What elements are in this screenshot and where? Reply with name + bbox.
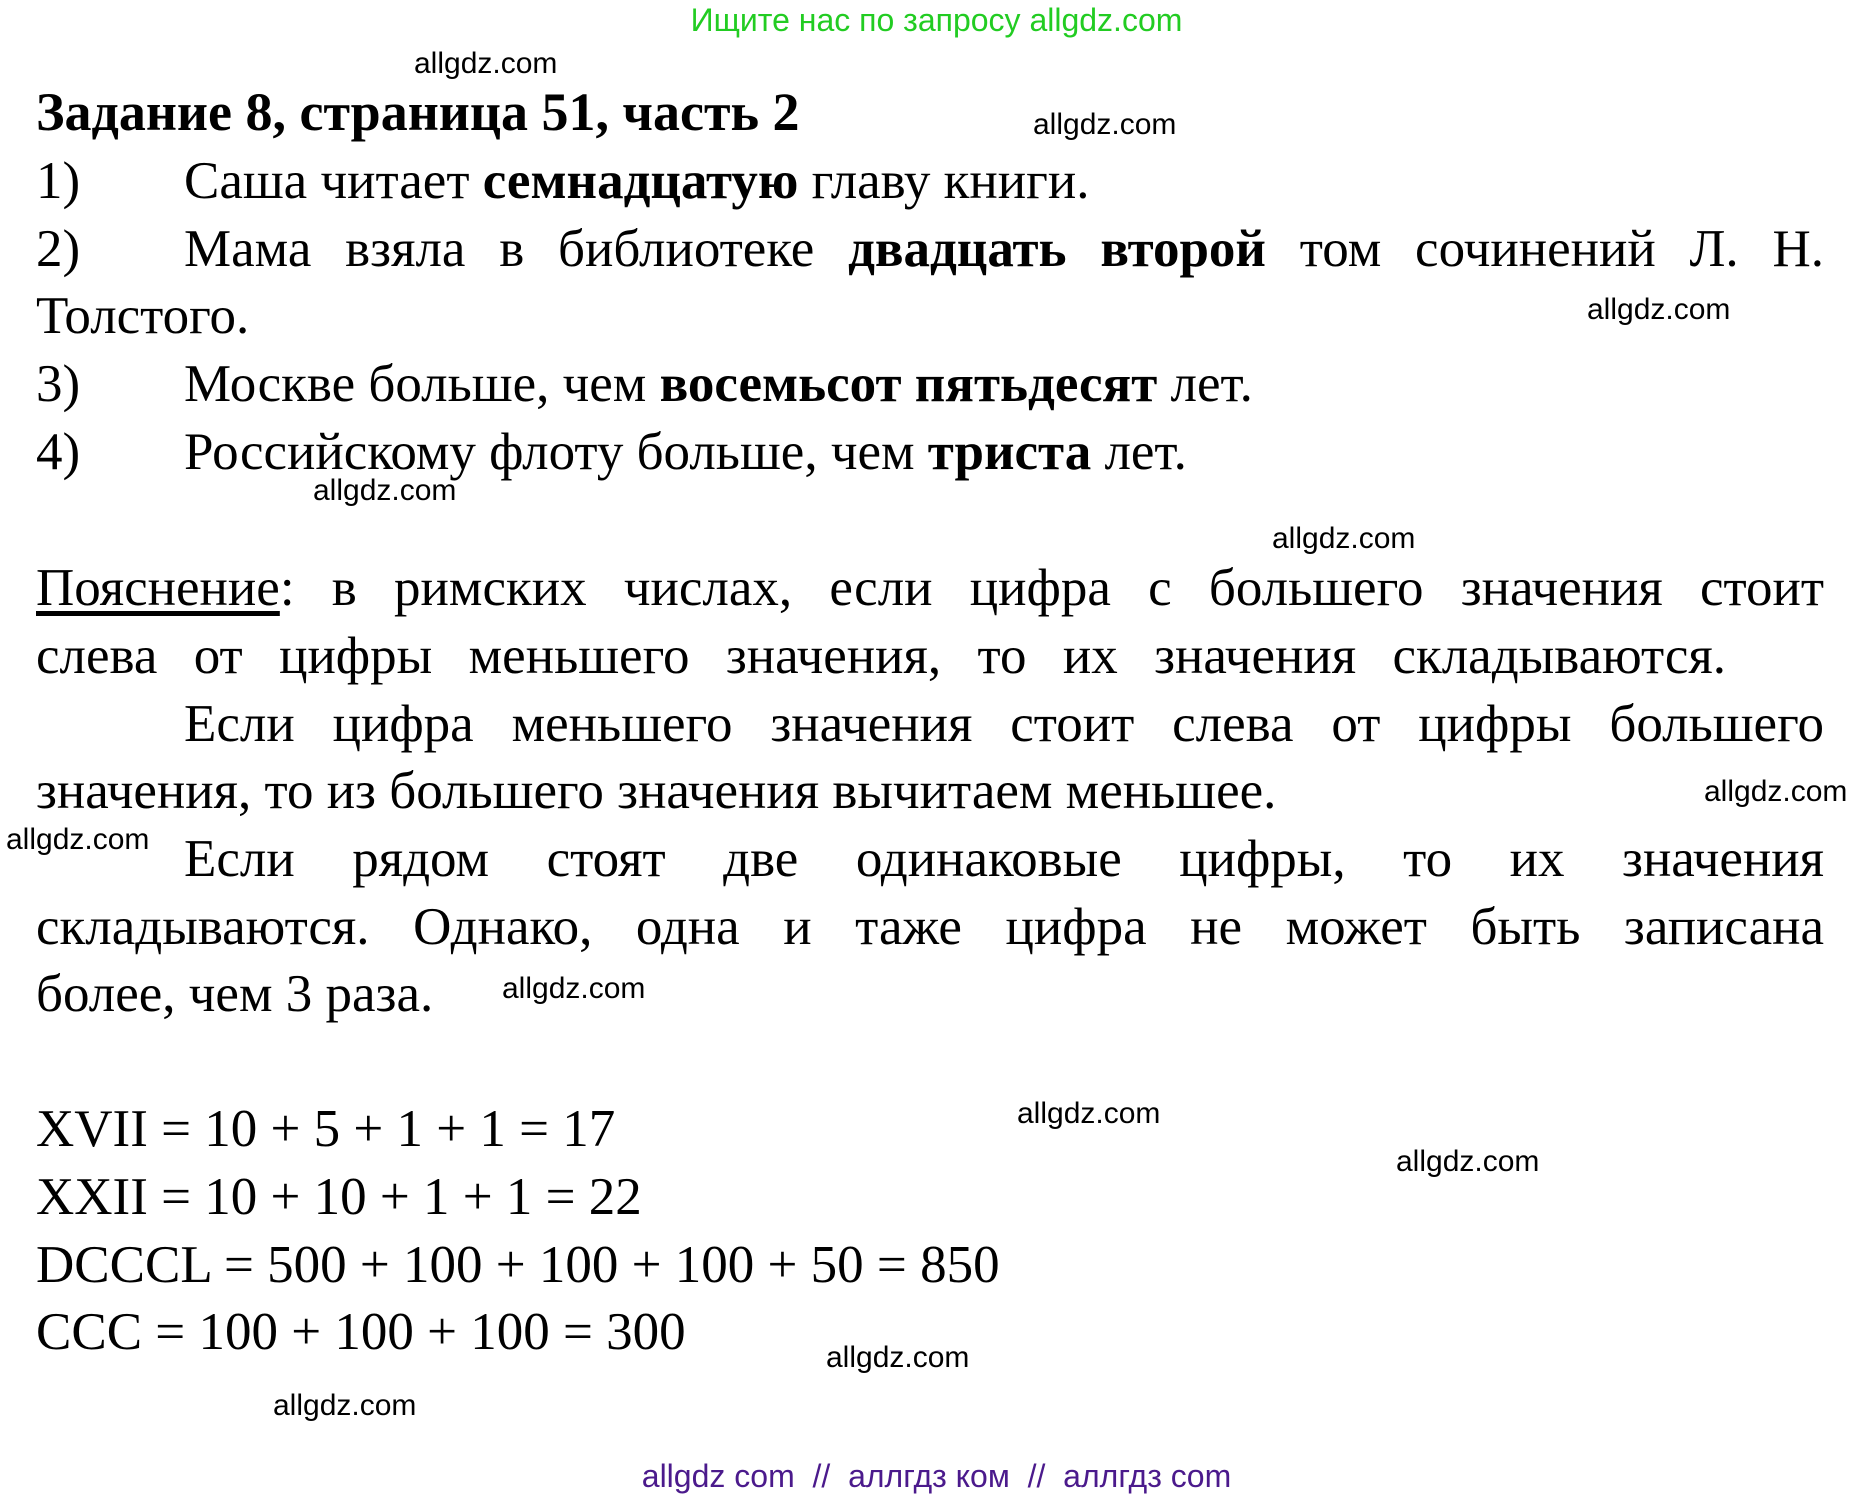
answer-text: том сочинений Л. Н.	[1265, 220, 1824, 278]
answer-2	[36, 215, 1824, 283]
answer-bold: семнадцатую	[482, 152, 799, 210]
answer-text: Российскому флоту больше, чем	[184, 423, 928, 481]
answer-number: 3)	[36, 355, 81, 413]
explanation-line	[36, 554, 1824, 622]
answer-number: 1)	[36, 152, 81, 210]
answer-4	[36, 418, 1824, 486]
watermark: allgdz.com	[1033, 108, 1177, 141]
answer-text: Саша читает	[184, 152, 483, 210]
watermark: allgdz.com	[826, 1341, 970, 1374]
explanation-line: Если рядом стоят две одинаковые цифры, то их значения	[184, 830, 1824, 888]
watermark: allgdz.com	[1587, 293, 1731, 326]
watermark: allgdz.com	[1396, 1145, 1540, 1178]
equation: XVII = 10 + 5 + 1 + 1 = 17	[36, 1100, 616, 1158]
search-banner: Ищите нас по запросу allgdz.com	[690, 2, 1183, 38]
answer-text: главу книги.	[798, 152, 1090, 210]
answer-2-cont: Толстого.	[36, 287, 250, 345]
watermark: allgdz.com	[1704, 775, 1848, 808]
answer-text: Москве больше, чем	[184, 355, 660, 413]
explanation-line: значения, то из большего значения вычитаем меньшее.	[36, 762, 1277, 820]
answer-bold: двадцать второй	[848, 220, 1266, 278]
explanation-line: более, чем 3 раза.	[36, 965, 434, 1023]
answer-bold: триста	[927, 423, 1092, 481]
answer-number: 2)	[36, 220, 81, 278]
explanation-label: Пояснение	[36, 559, 280, 617]
watermark: allgdz.com	[273, 1389, 417, 1422]
watermark: allgdz.com	[1017, 1097, 1161, 1130]
answer-bold: восемьсот пятьдесят	[659, 355, 1158, 413]
equation: CCC = 100 + 100 + 100 = 300	[36, 1303, 686, 1361]
watermark: allgdz.com	[313, 474, 457, 507]
equation: XXII = 10 + 10 + 1 + 1 = 22	[36, 1168, 642, 1226]
equation: DCCCL = 500 + 100 + 100 + 100 + 50 = 850	[36, 1236, 1000, 1294]
page-title: Задание 8, страница 51, часть 2	[36, 82, 800, 142]
explanation-line: слева от цифры меньшего значения, то их значения складываются.	[36, 627, 1726, 685]
watermark: allgdz.com	[414, 47, 558, 80]
answer-text: лет.	[1091, 423, 1187, 481]
explanation-text: : в римских числах, если цифра с большего значения стоит	[279, 559, 1824, 617]
watermark: allgdz.com	[502, 972, 646, 1005]
explanation-line: Если цифра меньшего значения стоит слева от цифры большего	[184, 695, 1824, 753]
explanation-line: складываются. Однако, одна и таже цифра не может быть записана	[36, 898, 1824, 956]
answer-number: 4)	[36, 423, 81, 481]
watermark: allgdz.com	[6, 823, 150, 856]
watermark: allgdz.com	[1272, 522, 1416, 555]
answer-text: лет.	[1157, 355, 1253, 413]
answer-text: Мама взяла в библиотеке	[184, 220, 849, 278]
footer-links: allgdz com // аллгдз ком // аллгдз com	[641, 1458, 1232, 1494]
answer-3	[36, 350, 1824, 418]
answer-1	[36, 147, 1824, 215]
